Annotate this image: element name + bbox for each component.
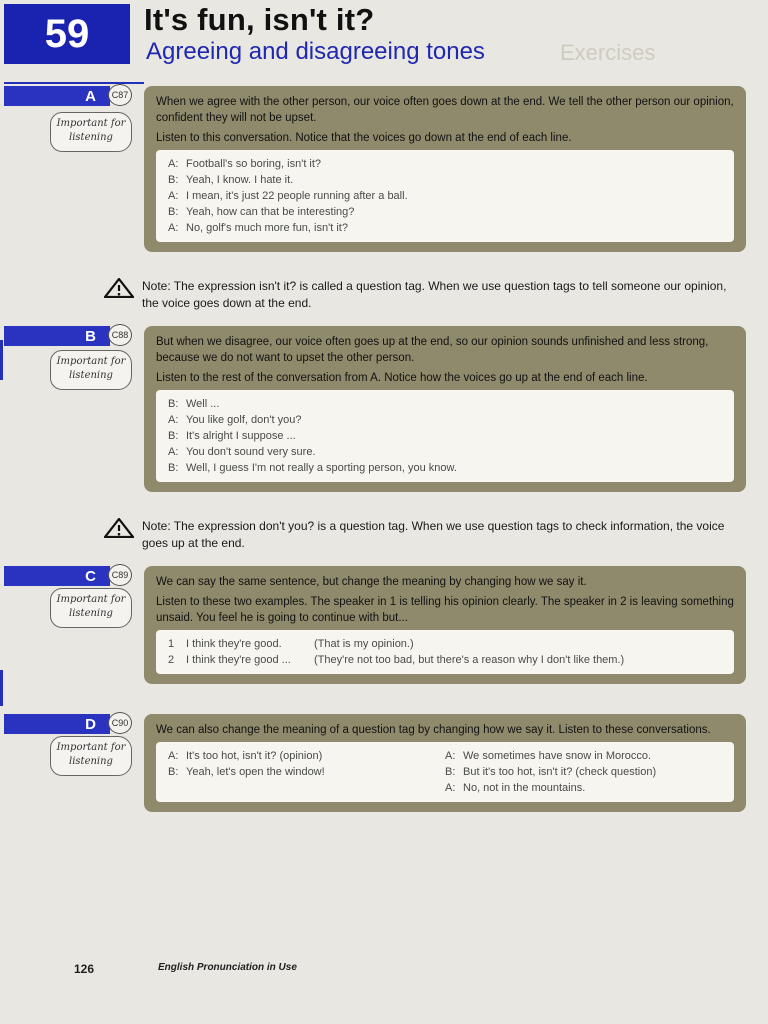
section-b-note [104, 518, 744, 552]
dialogue-line: B: Well, I guess I'm not really a sporting person, you know. [168, 462, 457, 474]
track-c89-icon: C89 [108, 564, 132, 586]
dialogue-right [445, 748, 722, 796]
dialogue-line: A: It's too hot, isn't it? (opinion) [168, 750, 323, 762]
dialogue-line: B: Well ... [168, 398, 220, 410]
important-for-listening-note: Important for listening [50, 112, 132, 152]
track-c88-icon: C88 [108, 324, 132, 346]
example-line: 1 I think they're good. (That is my opinion.) [168, 638, 414, 650]
section-c-intro: We can say the same sentence, but change the meaning by changing how we say it. [156, 576, 587, 588]
section-a-intro: When we agree with the other person, our voice often goes down at the end. We tell the other person our opinion, confident they will not be upset. [156, 96, 734, 124]
page-subtitle: Agreeing and disagreeing tones [146, 38, 485, 65]
dialogue-line: B: Yeah, let's open the window! [168, 766, 325, 778]
section-d-dialogues [156, 742, 734, 802]
book-title: English Pronunciation in Use [158, 962, 297, 973]
section-d-label: D [4, 714, 110, 734]
section-c-panel [144, 566, 746, 684]
dialogue-line: A: No, golf's much more fun, isn't it? [168, 222, 348, 234]
example-line: 2 I think they're good ... (They're not too bad, but there's a reason why I don't like them.) [168, 654, 625, 666]
dialogue-line: A: You like golf, don't you? [168, 414, 302, 426]
dialogue-line: B: Yeah, how can that be interesting? [168, 206, 355, 218]
section-b-instruction: Listen to the rest of the conversation from A. Notice how the voices go up at the end of each line. [156, 372, 648, 384]
section-b-dialogue [156, 390, 734, 482]
dialogue-line: A: We sometimes have snow in Morocco. [445, 750, 652, 762]
track-c90-icon: C90 [108, 712, 132, 734]
page-title: It's fun, isn't it? [144, 2, 375, 37]
dialogue-left [168, 748, 445, 796]
section-c-label: C [4, 566, 110, 586]
dialogue-line: A: I mean, it's just 22 people running after a ball. [168, 190, 408, 202]
important-for-listening-note: Important for listening [50, 588, 132, 628]
note-text: Note: The expression isn't it? is called a question tag. When we use question tags to tell someone our opinion, the voice goes down at the end. [142, 279, 727, 310]
bleed-through-heading: Exercises [560, 40, 656, 65]
section-d-panel [144, 714, 746, 812]
warning-icon [104, 518, 134, 538]
dialogue-line: B: But it's too hot, isn't it? (check question) [445, 766, 657, 778]
section-d-intro: We can also change the meaning of a question tag by changing how we say it. Listen to these conversations. [156, 724, 711, 736]
page-edge-mark [0, 670, 3, 706]
section-a-instruction: Listen to this conversation. Notice that the voices go down at the end of each line. [156, 132, 572, 144]
important-for-listening-note: Important for listening [50, 736, 132, 776]
section-a-dialogue [156, 150, 734, 242]
section-c-examples [156, 630, 734, 674]
track-c87-icon: C87 [108, 84, 132, 106]
section-b-label: B [4, 326, 110, 346]
unit-number-badge: 59 [4, 4, 130, 64]
section-b-intro: But when we disagree, our voice often goes up at the end, so our opinion sounds unfinished and less strong, because we do not want to upset the other person. [156, 336, 709, 364]
section-b-panel [144, 326, 746, 492]
page-number: 126 [74, 962, 95, 976]
dialogue-line: A: You don't sound very sure. [168, 446, 316, 458]
section-a-label: A [4, 86, 110, 106]
section-a-panel [144, 86, 746, 252]
important-for-listening-note: Important for listening [50, 350, 132, 390]
dialogue-line: B: Yeah, I know. I hate it. [168, 174, 294, 186]
dialogue-line: A: Football's so boring, isn't it? [168, 158, 322, 170]
page-edge-mark [0, 340, 3, 380]
dialogue-line: B: It's alright I suppose ... [168, 430, 296, 442]
section-a-note [104, 278, 744, 312]
dialogue-line: A: No, not in the mountains. [445, 782, 586, 794]
warning-icon [104, 278, 134, 298]
section-c-instruction: Listen to these two examples. The speaker in 1 is telling his opinion clearly. The speaker in 2 is leaving something unsaid. You feel he is going to continue with but... [156, 596, 734, 624]
note-text: Note: The expression don't you? is a question tag. When we use question tags to check information, the voice goes up at the end. [142, 519, 725, 550]
